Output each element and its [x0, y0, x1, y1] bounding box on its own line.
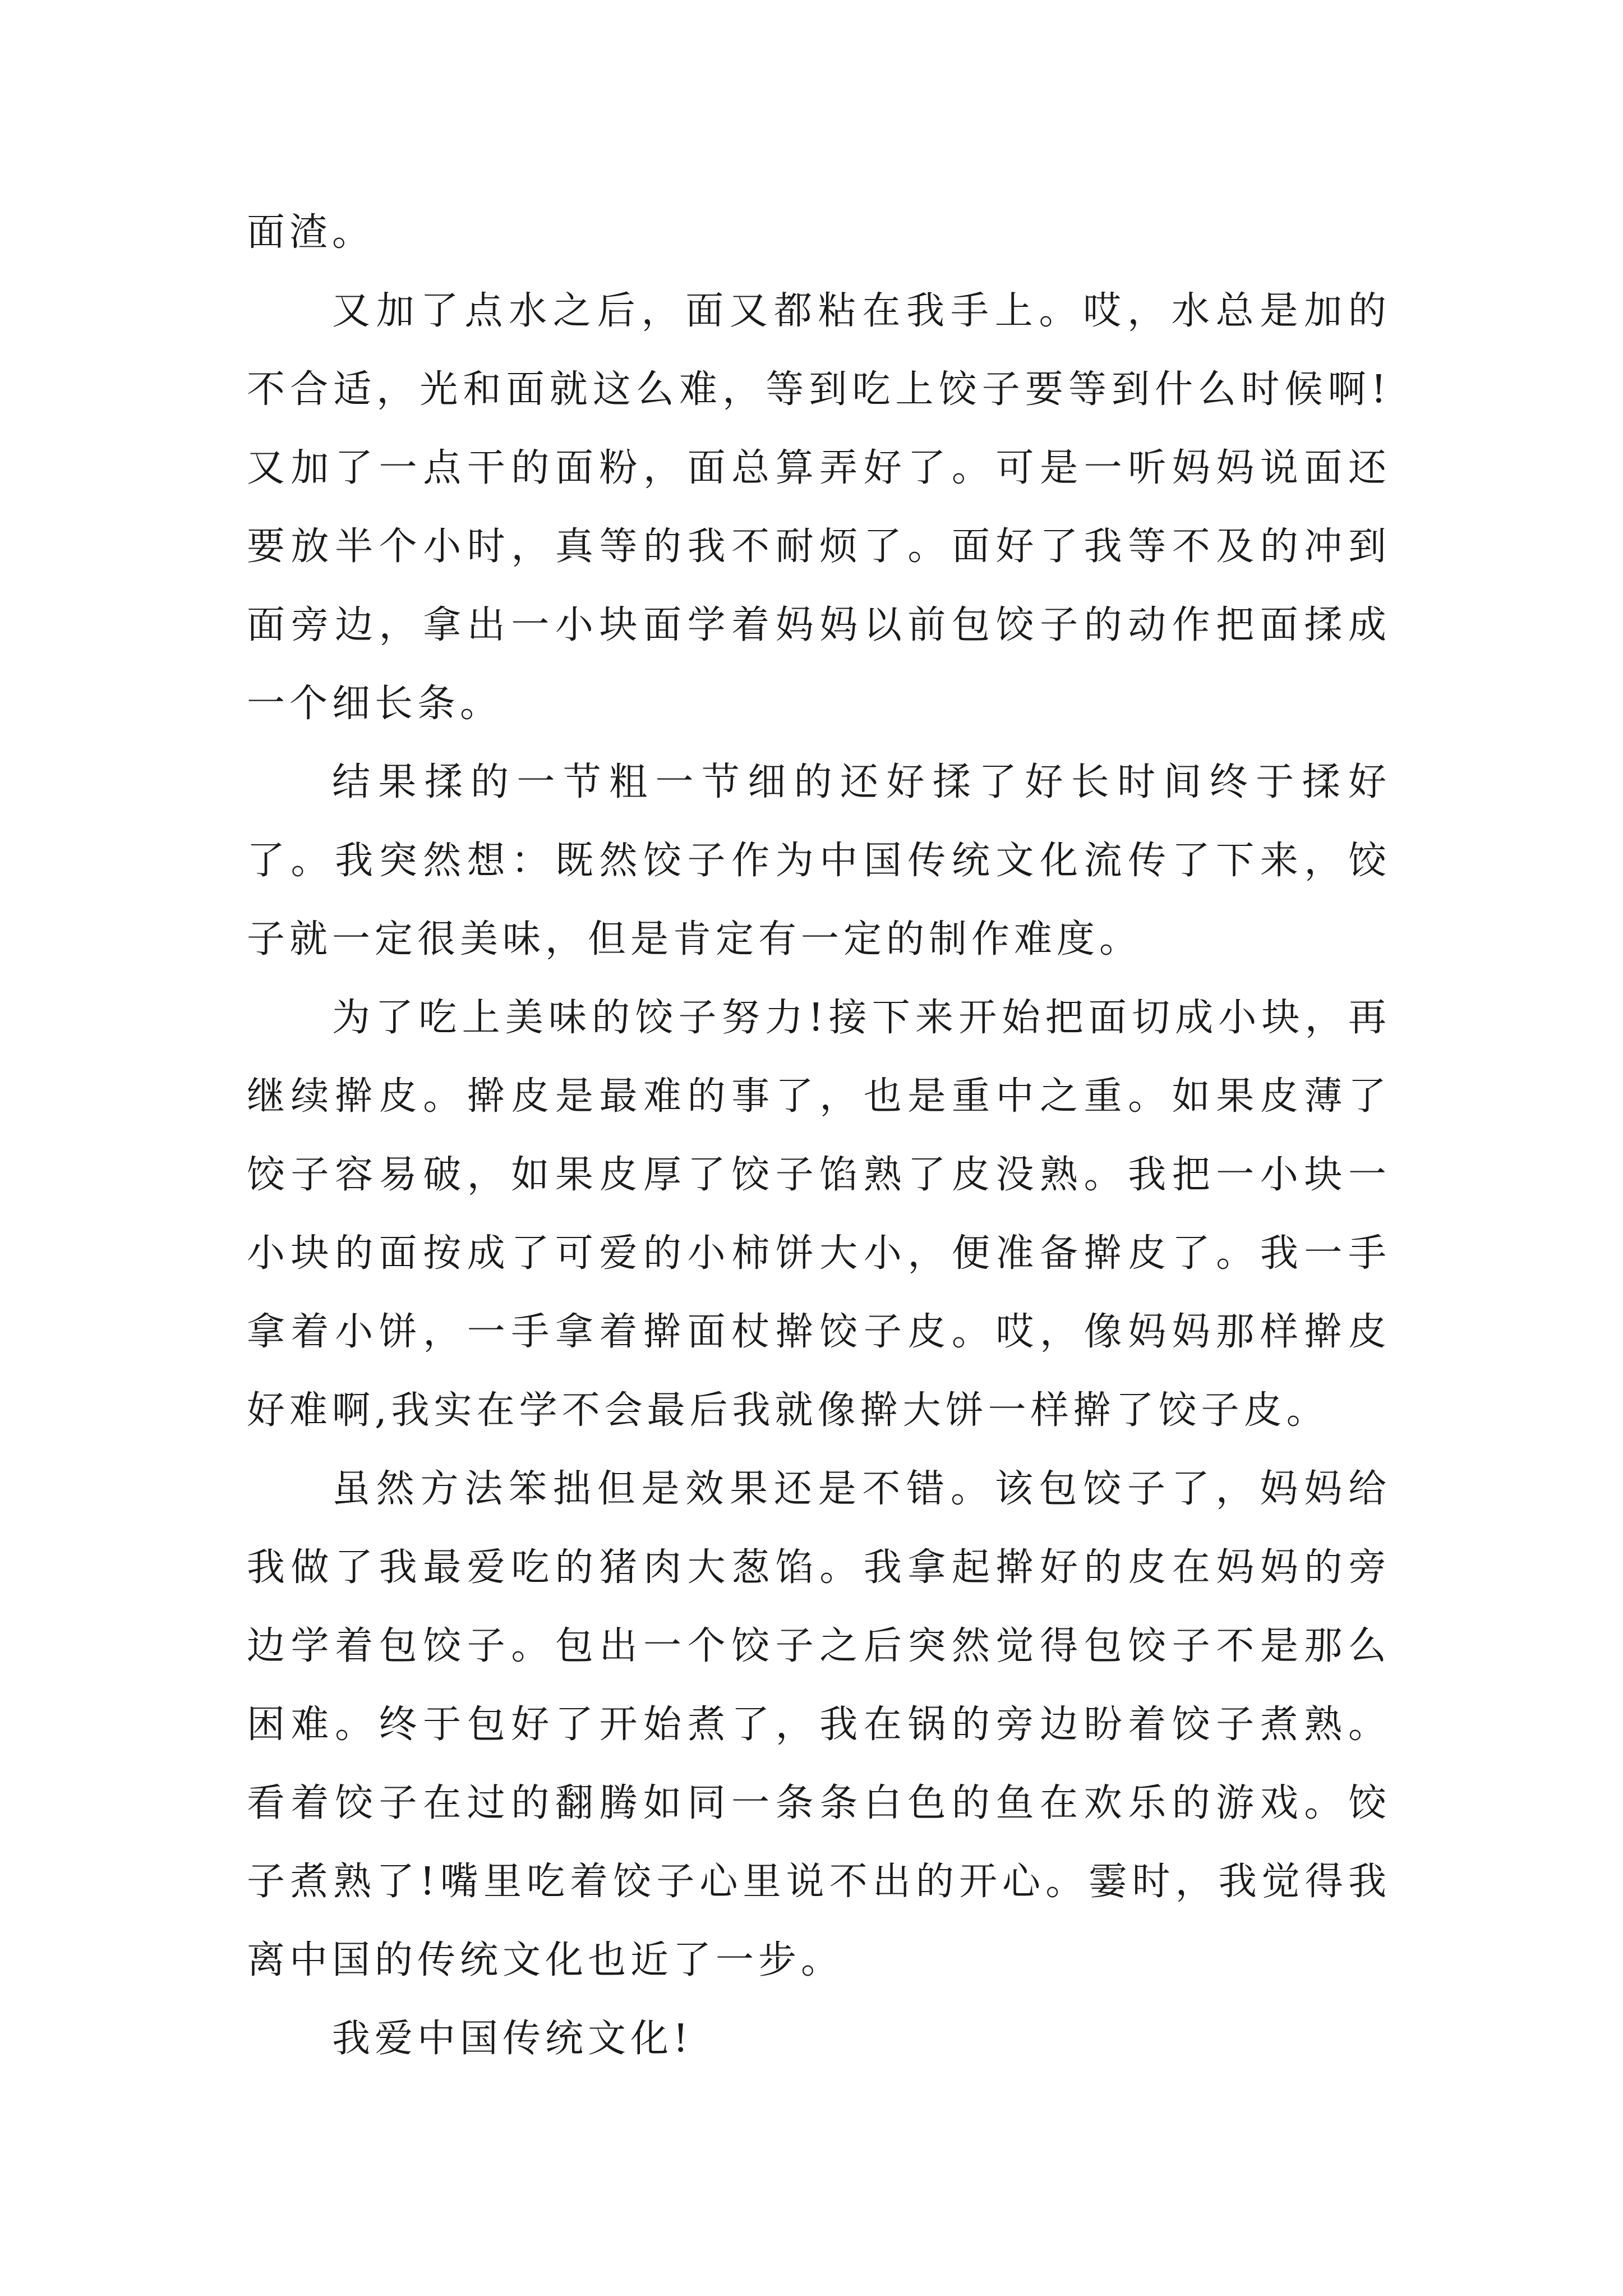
essay-body	[247, 194, 1391, 2078]
paragraph-6: 我爱中国传统文化!	[332, 2017, 693, 2061]
paragraph-1: 面渣。	[247, 210, 375, 255]
paragraph-3: 结果揉的一节粗一节细的还好揉了好长时间终于揉好了。我突然想：既然饺子作为中国传统文化流传了下来，饺子就一定很美味，但是肯定有一定的制作难度。	[247, 760, 1391, 961]
paragraph-2: 又加了点水之后，面又都粘在我手上。哎，水总是加的不合适，光和面就这么难，等到吃上饺子要等到什么时候啊!又加了一点干的面粉，面总算弄好了。可是一听妈妈说面还要放半个小时，真等的我不耐烦了。面好了我等不及的冲到面旁边，拿出一小块面学着妈妈以前包饺子的动作把面揉成一个细长条。	[247, 289, 1391, 726]
paragraph-5: 虽然方法笨拙但是效果还是不错。该包饺子了，妈妈给我做了我最爱吃的猪肉大葱馅。我拿起擀好的皮在妈妈的旁边学着包饺子。包出一个饺子之后突然觉得包饺子不是那么困难。终于包好了开始煮了，我在锅的旁边盼着饺子煮熟。看着饺子在过的翻腾如同一条条白色的鱼在欢乐的游戏。饺子煮熟了!嘴里吃着饺子心里说不出的开心。霎时，我觉得我离中国的传统文化也近了一步。	[247, 1467, 1391, 1982]
paragraph-4: 为了吃上美味的饺子努力!接下来开始把面切成小块，再继续擀皮。擀皮是最难的事了，也是重中之重。如果皮薄了饺子容易破，如果皮厚了饺子馅熟了皮没熟。我把一小块一小块的面按成了可爱的小柿饼大小，便准备擀皮了。我一手拿着小饼，一手拿着擀面杖擀饺子皮。哎，像妈妈那样擀皮好难啊,我实在学不会最后我就像擀大饼一样擀了饺子皮。	[247, 996, 1391, 1433]
